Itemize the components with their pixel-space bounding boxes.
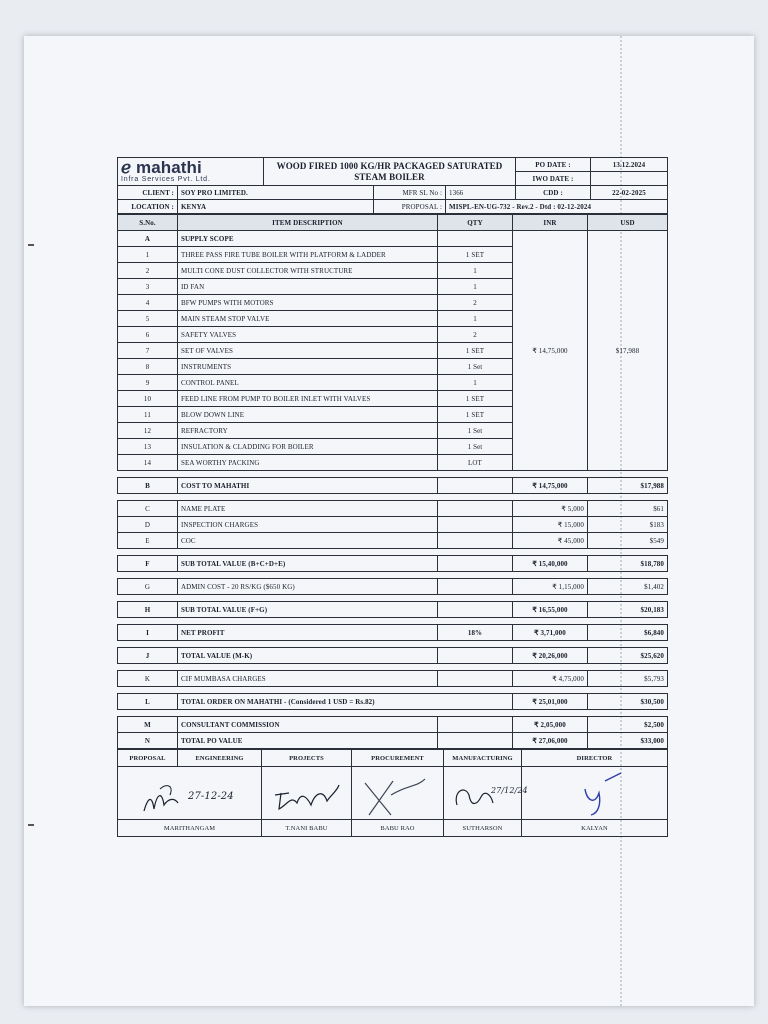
row-desc: COC <box>178 533 438 549</box>
row-qty: 1 SET <box>438 343 513 359</box>
row-usd: $20,183 <box>588 602 668 618</box>
table-row <box>118 717 668 733</box>
supply-inr: ₹ 14,75,000 <box>513 231 588 471</box>
row-desc: ADMIN COST - 20 RS/KG ($650 KG) <box>178 579 438 595</box>
row-usd: $33,000 <box>588 733 668 749</box>
table-row <box>118 671 668 687</box>
row-desc: NET PROFIT <box>178 625 438 641</box>
approval-director-label: DIRECTOR <box>522 750 668 767</box>
signature-director <box>522 767 668 820</box>
row-sno: G <box>118 579 178 595</box>
row-desc: REFRACTORY <box>178 423 438 439</box>
po-date-label: PO DATE : <box>516 158 591 172</box>
row-desc: CONTROL PANEL <box>178 375 438 391</box>
row-sno: 5 <box>118 311 178 327</box>
table-row <box>118 648 668 664</box>
signature-manufacturing-mark <box>447 775 528 819</box>
row-gap <box>118 595 668 602</box>
row-usd: $61 <box>588 501 668 517</box>
row-usd: $5,793 <box>588 671 668 687</box>
row-qty: 1 Set <box>438 439 513 455</box>
row-inr: ₹ 14,75,000 <box>513 478 588 494</box>
table-row <box>118 501 668 517</box>
table-row <box>118 517 668 533</box>
row-qty: 1 <box>438 311 513 327</box>
signature-manufacturing <box>444 767 528 820</box>
row-desc: THREE PASS FIRE TUBE BOILER WITH PLATFORM & LADDER <box>178 247 438 263</box>
col-inr: INR <box>513 215 588 231</box>
row-qty <box>438 579 513 595</box>
row-sno: 4 <box>118 295 178 311</box>
row-usd: $549 <box>588 533 668 549</box>
row-usd: $6,840 <box>588 625 668 641</box>
company-logo <box>118 158 264 186</box>
row-gap <box>118 664 668 671</box>
row-gap <box>118 618 668 625</box>
row-sno: 1 <box>118 247 178 263</box>
signature-procurement-mark <box>355 775 441 819</box>
row-sno: 12 <box>118 423 178 439</box>
row-qty <box>438 717 513 733</box>
row-desc: SUB TOTAL VALUE (F+G) <box>178 602 438 618</box>
cdd-value: 22-02-2025 <box>591 186 668 200</box>
row-desc: TOTAL VALUE (M-K) <box>178 648 438 664</box>
signature-date: 27-12-24 <box>187 791 234 802</box>
row-inr: ₹ 27,06,000 <box>513 733 588 749</box>
row-sno: F <box>118 556 178 572</box>
row-desc: FEED LINE FROM PUMP TO BOILER INLET WITH VALVES <box>178 391 438 407</box>
table-row <box>118 478 668 494</box>
location-label: LOCATION : <box>118 200 178 214</box>
items-table <box>117 214 668 749</box>
mfr-label: MFR SL No : <box>374 186 446 200</box>
proposal-value: MISPL-EN-UG-732 - Rev.2 - Dtd : 02-12-2024 <box>446 200 668 214</box>
table-row <box>118 625 668 641</box>
row-gap <box>118 687 668 694</box>
row-desc: COST TO MAHATHI <box>178 478 438 494</box>
row-gap <box>118 710 668 717</box>
row-gap <box>118 549 668 556</box>
client-value: SOY PRO LIMITED. <box>178 186 374 200</box>
row-sno: 6 <box>118 327 178 343</box>
row-desc: TOTAL PO VALUE <box>178 733 438 749</box>
mfr-value: 1366 <box>446 186 516 200</box>
row-qty: 1 SET <box>438 391 513 407</box>
row-qty <box>438 648 513 664</box>
row-qty: 1 Set <box>438 359 513 375</box>
signature-proposal-mark <box>130 775 250 819</box>
row-desc: SEA WORTHY PACKING <box>178 455 438 471</box>
document-title: WOOD FIRED 1000 KG/HR PACKAGED SATURATED STEAM BOILER <box>264 158 516 186</box>
approval-proposal-label: PROPOSAL <box>118 750 178 767</box>
row-inr: ₹ 25,01,000 <box>513 694 588 710</box>
row-qty: LOT <box>438 455 513 471</box>
row-desc: SUB TOTAL VALUE (B+C+D+E) <box>178 556 438 572</box>
col-usd: USD <box>588 215 668 231</box>
row-sno: B <box>118 478 178 494</box>
row-sno: I <box>118 625 178 641</box>
row-gap <box>118 494 668 501</box>
row-sno: D <box>118 517 178 533</box>
row-desc: TOTAL ORDER ON MAHATHI - (Considered 1 USD = Rs.82) <box>178 694 513 710</box>
row-sno: L <box>118 694 178 710</box>
row-desc: MULTI CONE DUST COLLECTOR WITH STRUCTURE <box>178 263 438 279</box>
table-row <box>118 533 668 549</box>
row-sno: A <box>118 231 178 247</box>
brand-subtitle: Infra Services Pvt. Ltd. <box>121 175 211 183</box>
row-qty: 1 <box>438 263 513 279</box>
row-sno: 10 <box>118 391 178 407</box>
row-qty <box>438 478 513 494</box>
row-usd: $2,500 <box>588 717 668 733</box>
row-inr: ₹ 20,26,000 <box>513 648 588 664</box>
brand-name: mahathi <box>135 157 202 177</box>
row-sno: C <box>118 501 178 517</box>
row-qty: 1 SET <box>438 407 513 423</box>
row-desc: INSTRUMENTS <box>178 359 438 375</box>
name-proposal: MARITHANGAM <box>118 820 262 837</box>
name-projects: T.NANI BABU <box>262 820 352 837</box>
row-sno: H <box>118 602 178 618</box>
name-procurement: BABU RAO <box>352 820 444 837</box>
row-qty: 18% <box>438 625 513 641</box>
row-desc: SAFETY VALVES <box>178 327 438 343</box>
row-desc: CONSULTANT COMMISSION <box>178 717 438 733</box>
row-gap <box>118 572 668 579</box>
table-row <box>118 733 668 749</box>
row-qty <box>438 671 513 687</box>
row-qty <box>438 733 513 749</box>
row-inr: ₹ 15,40,000 <box>513 556 588 572</box>
row-usd: $18,780 <box>588 556 668 572</box>
client-label: CLIENT : <box>118 186 178 200</box>
row-sno: N <box>118 733 178 749</box>
row-usd: $30,500 <box>588 694 668 710</box>
table-row <box>118 231 668 247</box>
row-desc: SUPPLY SCOPE <box>178 231 438 247</box>
row-qty: 2 <box>438 295 513 311</box>
name-director: KALYAN <box>522 820 668 837</box>
boiler-cost-sheet <box>117 157 667 837</box>
row-sno: 9 <box>118 375 178 391</box>
row-sno: K <box>118 671 178 687</box>
row-gap <box>118 471 668 478</box>
row-qty <box>438 231 513 247</box>
row-sno: 3 <box>118 279 178 295</box>
row-qty <box>438 533 513 549</box>
row-qty <box>438 556 513 572</box>
scan-mark <box>28 244 34 246</box>
approval-projects-label: PROJECTS <box>262 750 352 767</box>
row-desc: INSULATION & CLADDING FOR BOILER <box>178 439 438 455</box>
row-qty <box>438 517 513 533</box>
row-usd: $1,402 <box>588 579 668 595</box>
name-manufacturing: SUTHARSON <box>444 820 522 837</box>
row-inr: ₹ 15,000 <box>513 517 588 533</box>
signature-director-mark <box>545 775 645 819</box>
row-gap <box>118 641 668 648</box>
approval-manufacturing-label: MANUFACTURING <box>444 750 522 767</box>
col-item: ITEM DESCRIPTION <box>178 215 438 231</box>
row-inr: ₹ 4,75,000 <box>513 671 588 687</box>
supply-usd: $17,988 <box>588 231 668 471</box>
row-desc: SET OF VALVES <box>178 343 438 359</box>
row-sno: 11 <box>118 407 178 423</box>
col-qty: QTY <box>438 215 513 231</box>
row-qty: 1 <box>438 279 513 295</box>
row-usd: $17,988 <box>588 478 668 494</box>
row-sno: 2 <box>118 263 178 279</box>
row-inr: ₹ 45,000 <box>513 533 588 549</box>
table-row <box>118 579 668 595</box>
row-inr: ₹ 5,000 <box>513 501 588 517</box>
po-date-value: 13.12.2024 <box>591 158 668 172</box>
location-value: KENYA <box>178 200 374 214</box>
row-usd: $183 <box>588 517 668 533</box>
table-row <box>118 556 668 572</box>
row-desc: ID FAN <box>178 279 438 295</box>
proposal-label: PROPOSAL : <box>374 200 446 214</box>
row-desc: INSPECTION CHARGES <box>178 517 438 533</box>
approval-engineering-label: ENGINEERING <box>178 750 262 767</box>
row-sno: 8 <box>118 359 178 375</box>
row-qty: 1 SET <box>438 247 513 263</box>
row-desc: BLOW DOWN LINE <box>178 407 438 423</box>
row-inr: ₹ 1,15,000 <box>513 579 588 595</box>
signature-date: 27/12/24 <box>491 786 528 795</box>
iwo-date-value <box>591 172 668 186</box>
signature-procurement <box>352 767 444 820</box>
approval-table <box>117 749 668 837</box>
table-row <box>118 694 668 710</box>
approval-procurement-label: PROCUREMENT <box>352 750 444 767</box>
row-qty: 1 <box>438 375 513 391</box>
header-table <box>117 157 668 214</box>
row-sno: J <box>118 648 178 664</box>
row-sno: E <box>118 533 178 549</box>
row-usd: $25,620 <box>588 648 668 664</box>
logo-glyph: ℯ <box>121 157 136 177</box>
cdd-label: CDD : <box>516 186 591 200</box>
signature-projects-mark <box>267 775 347 819</box>
row-desc: BFW PUMPS WITH MOTORS <box>178 295 438 311</box>
signature-projects <box>262 767 352 820</box>
row-qty <box>438 602 513 618</box>
col-sno: S.No. <box>118 215 178 231</box>
iwo-date-label: IWO DATE : <box>516 172 591 186</box>
row-inr: ₹ 16,55,000 <box>513 602 588 618</box>
row-qty <box>438 501 513 517</box>
row-qty: 1 Set <box>438 423 513 439</box>
row-inr: ₹ 3,71,000 <box>513 625 588 641</box>
row-sno: 13 <box>118 439 178 455</box>
row-qty: 2 <box>438 327 513 343</box>
row-sno: 14 <box>118 455 178 471</box>
row-desc: MAIN STEAM STOP VALVE <box>178 311 438 327</box>
row-sno: M <box>118 717 178 733</box>
scan-mark <box>28 824 34 826</box>
row-inr: ₹ 2,05,000 <box>513 717 588 733</box>
row-desc: CIF MUMBASA CHARGES <box>178 671 438 687</box>
row-sno: 7 <box>118 343 178 359</box>
signature-proposal <box>118 767 262 820</box>
row-desc: NAME PLATE <box>178 501 438 517</box>
table-row <box>118 602 668 618</box>
